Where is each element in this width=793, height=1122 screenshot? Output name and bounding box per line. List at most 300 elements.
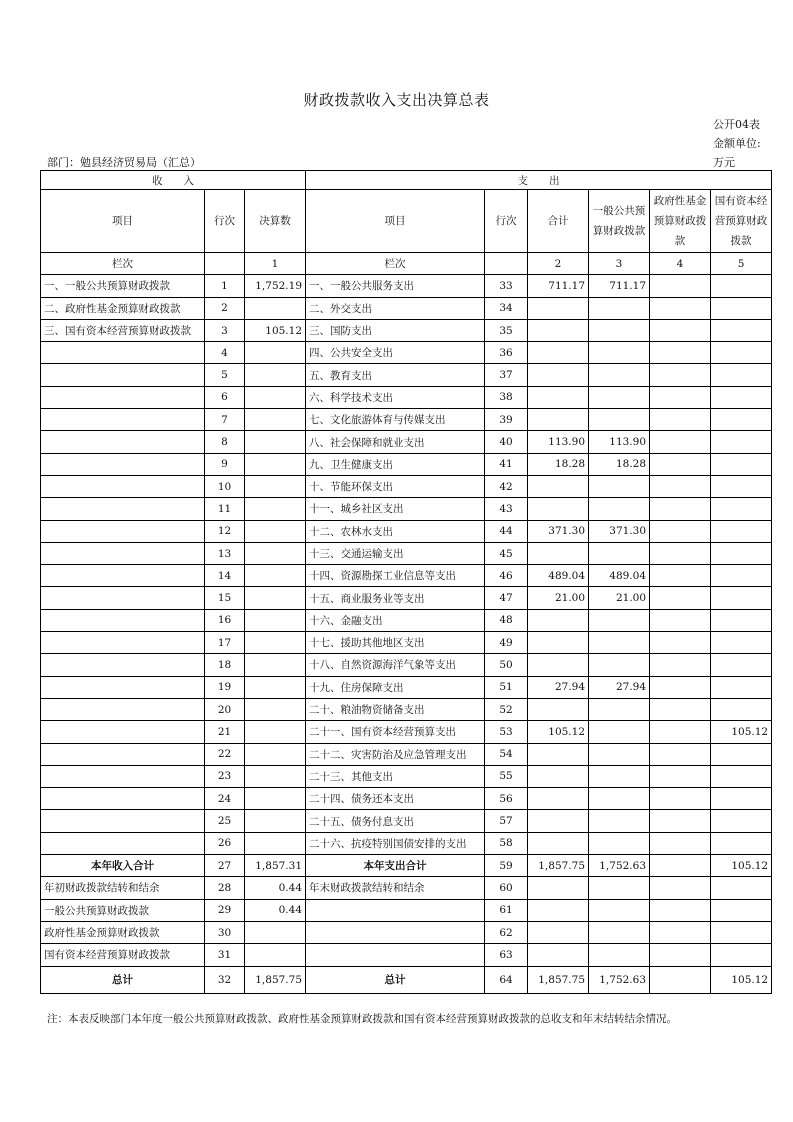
gov-fund-cell — [650, 453, 711, 475]
income-item-cell — [41, 409, 205, 431]
expense-total-cell: 105.12 — [528, 721, 589, 743]
expense-row-no-cell: 64 — [485, 966, 528, 993]
income-item-cell — [41, 431, 205, 453]
income-row-no-cell: 25 — [205, 810, 245, 832]
footnote: 注：本表反映部门本年度一般公共预算财政拨款、政府性基金预算财政拨款和国有资本经营预算财政拨款的总收支和年末结转结余情况。 — [47, 1013, 677, 1025]
state-capital-cell: 105.12 — [711, 721, 772, 743]
income-item-cell — [41, 364, 205, 386]
income-item-cell — [41, 721, 205, 743]
expense-item-cell: 十八、自然资源海洋气象等支出 — [306, 654, 485, 676]
state-capital-cell — [711, 788, 772, 810]
expense-item-cell: 十九、住房保障支出 — [306, 676, 485, 698]
general-budget-cell — [589, 698, 650, 720]
state-capital-cell — [711, 921, 772, 943]
income-item-cell: 总计 — [41, 966, 205, 993]
expense-total-cell: 27.94 — [528, 676, 589, 698]
general-budget-cell — [589, 342, 650, 364]
income-row-no-cell: 26 — [205, 832, 245, 854]
state-capital-cell — [711, 498, 772, 520]
expense-item-cell — [306, 899, 485, 921]
expense-total-cell — [528, 899, 589, 921]
income-row-no-cell: 19 — [205, 676, 245, 698]
expense-item-cell: 七、文化旅游体育与传媒支出 — [306, 409, 485, 431]
expense-total-cell: 113.90 — [528, 431, 589, 453]
table-row — [41, 342, 772, 364]
income-row-no-cell: 10 — [205, 475, 245, 497]
expense-total-cell — [528, 364, 589, 386]
table-row — [41, 877, 772, 899]
expense-row-no-cell: 34 — [485, 297, 528, 319]
table-row — [41, 632, 772, 654]
department-label: 部门：勉县经济贸易局（汇总） — [47, 156, 201, 169]
expense-total-cell — [528, 832, 589, 854]
expense-item-header: 项目 — [306, 190, 485, 253]
expense-item-cell: 一、一般公共服务支出 — [306, 275, 485, 297]
general-budget-cell — [589, 609, 650, 631]
gov-fund-cell — [650, 855, 711, 877]
table-row — [41, 587, 772, 609]
income-row-no-cell: 1 — [205, 275, 245, 297]
gov-fund-cell — [650, 788, 711, 810]
income-row-no-cell: 2 — [205, 297, 245, 319]
expense-total-cell: 489.04 — [528, 565, 589, 587]
expense-row-no-cell: 59 — [485, 855, 528, 877]
expense-row-no-cell: 57 — [485, 810, 528, 832]
state-capital-cell — [711, 899, 772, 921]
expense-item-cell — [306, 944, 485, 966]
expense-col-label: 栏次 — [306, 253, 485, 275]
page-title: 财政拨款收入支出决算总表 — [303, 91, 490, 109]
income-amount-cell — [245, 542, 306, 564]
table-row — [41, 832, 772, 854]
general-budget-cell — [589, 765, 650, 787]
expense-section-header: 支 出 — [306, 171, 772, 190]
expense-row-no-cell: 47 — [485, 587, 528, 609]
income-amount-cell: 1,752.19 — [245, 275, 306, 297]
gov-fund-cell — [650, 319, 711, 341]
income-amount-cell — [245, 409, 306, 431]
income-row-no-cell: 4 — [205, 342, 245, 364]
empty-cell — [485, 253, 528, 275]
table-row — [41, 364, 772, 386]
income-row-no-cell: 27 — [205, 855, 245, 877]
expense-total-cell — [528, 475, 589, 497]
income-row-no-cell: 8 — [205, 431, 245, 453]
income-col-label: 栏次 — [41, 253, 205, 275]
income-amount-cell — [245, 431, 306, 453]
income-amount-cell — [245, 721, 306, 743]
general-budget-cell: 489.04 — [589, 565, 650, 587]
expense-item-cell: 十七、援助其他地区支出 — [306, 632, 485, 654]
expense-item-cell: 十五、商业服务业等支出 — [306, 587, 485, 609]
expense-total-cell: 371.30 — [528, 520, 589, 542]
expense-item-cell: 总计 — [306, 966, 485, 993]
income-item-cell — [41, 698, 205, 720]
income-row-no-cell: 14 — [205, 565, 245, 587]
expense-item-cell: 年末财政拨款结转和结余 — [306, 877, 485, 899]
gov-fund-cell — [650, 475, 711, 497]
expense-item-cell: 六、科学技术支出 — [306, 386, 485, 408]
general-budget-cell: 18.28 — [589, 453, 650, 475]
state-capital-cell — [711, 520, 772, 542]
state-capital-cell — [711, 386, 772, 408]
table-row — [41, 319, 772, 341]
table-row — [41, 765, 772, 787]
income-row-no-cell: 17 — [205, 632, 245, 654]
gov-fund-cell — [650, 966, 711, 993]
gov-fund-cell — [650, 676, 711, 698]
table-row — [41, 475, 772, 497]
table-row — [41, 944, 772, 966]
expense-item-cell: 八、社会保障和就业支出 — [306, 431, 485, 453]
state-capital-cell — [711, 453, 772, 475]
state-capital-cell — [711, 409, 772, 431]
income-row-no-cell: 7 — [205, 409, 245, 431]
gov-fund-cell — [650, 297, 711, 319]
general-budget-cell: 27.94 — [589, 676, 650, 698]
expense-row-no-cell: 38 — [485, 386, 528, 408]
income-item-cell — [41, 520, 205, 542]
expense-total-cell — [528, 788, 589, 810]
income-amount-cell — [245, 297, 306, 319]
state-capital-cell — [711, 587, 772, 609]
income-row-no-cell: 32 — [205, 966, 245, 993]
income-row-no-cell: 28 — [205, 877, 245, 899]
general-budget-cell: 711.17 — [589, 275, 650, 297]
gov-fund-cell — [650, 275, 711, 297]
general-budget-cell — [589, 386, 650, 408]
table-row — [41, 788, 772, 810]
table-row — [41, 565, 772, 587]
expense-total-cell: 1,857.75 — [528, 855, 589, 877]
gov-fund-cell — [650, 877, 711, 899]
table-row — [41, 676, 772, 698]
gov-fund-cell — [650, 632, 711, 654]
income-section-header: 收 入 — [41, 171, 306, 190]
gov-fund-cell — [650, 654, 711, 676]
expense-row-no-cell: 50 — [485, 654, 528, 676]
expense-total-cell — [528, 498, 589, 520]
general-budget-cell — [589, 319, 650, 341]
income-row-no-cell: 29 — [205, 899, 245, 921]
income-amount-cell — [245, 520, 306, 542]
gov-fund-cell — [650, 542, 711, 564]
income-item-cell: 年初财政拨款结转和结余 — [41, 877, 205, 899]
state-capital-cell — [711, 609, 772, 631]
income-row-no-cell: 31 — [205, 944, 245, 966]
gov-fund-cell — [650, 698, 711, 720]
income-item-cell — [41, 810, 205, 832]
expense-total-cell: 1,857.75 — [528, 966, 589, 993]
income-row-no-cell: 22 — [205, 743, 245, 765]
income-item-cell — [41, 632, 205, 654]
table-row — [41, 409, 772, 431]
income-amount-cell — [245, 565, 306, 587]
state-capital-cell — [711, 565, 772, 587]
income-amount-cell — [245, 654, 306, 676]
income-row-no-cell: 16 — [205, 609, 245, 631]
expense-row-no-cell: 43 — [485, 498, 528, 520]
unit-label: 金额单位: — [713, 137, 761, 150]
state-capital-cell — [711, 319, 772, 341]
expense-total-cell — [528, 632, 589, 654]
expense-total-cell — [528, 765, 589, 787]
income-item-cell — [41, 453, 205, 475]
table-row — [41, 810, 772, 832]
expense-total-cell — [528, 810, 589, 832]
expense-total-cell — [528, 654, 589, 676]
col-number-5: 5 — [711, 253, 772, 275]
table-row — [41, 921, 772, 943]
col-number-2: 2 — [528, 253, 589, 275]
general-budget-cell — [589, 877, 650, 899]
income-amount-cell: 0.44 — [245, 877, 306, 899]
state-capital-cell — [711, 342, 772, 364]
income-amount-cell — [245, 587, 306, 609]
expense-row-no-cell: 44 — [485, 520, 528, 542]
gov-fund-header: 政府性基金预算财政拨款 — [650, 190, 711, 253]
expense-row-no-cell: 51 — [485, 676, 528, 698]
state-capital-header: 国有资本经营预算财政拨款 — [711, 190, 772, 253]
income-item-cell: 政府性基金预算财政拨款 — [41, 921, 205, 943]
state-capital-cell — [711, 297, 772, 319]
expense-row-no-cell: 45 — [485, 542, 528, 564]
income-amount-cell — [245, 743, 306, 765]
expense-total-cell — [528, 609, 589, 631]
gov-fund-cell — [650, 431, 711, 453]
expense-row-no-cell: 62 — [485, 921, 528, 943]
income-amount-cell — [245, 453, 306, 475]
gov-fund-cell — [650, 364, 711, 386]
expense-row-no-cell: 42 — [485, 475, 528, 497]
state-capital-cell — [711, 743, 772, 765]
expense-row-no-cell: 55 — [485, 765, 528, 787]
income-item-cell — [41, 654, 205, 676]
income-item-cell: 二、政府性基金预算财政拨款 — [41, 297, 205, 319]
income-item-cell — [41, 342, 205, 364]
gov-fund-cell — [650, 520, 711, 542]
general-budget-header: 一般公共预算财政拨款 — [589, 190, 650, 253]
income-item-cell — [41, 498, 205, 520]
table-row — [41, 520, 772, 542]
general-budget-cell — [589, 944, 650, 966]
state-capital-cell — [711, 832, 772, 854]
gov-fund-cell — [650, 810, 711, 832]
expense-row-no-cell: 40 — [485, 431, 528, 453]
expense-row-no-cell: 60 — [485, 877, 528, 899]
general-budget-cell: 21.00 — [589, 587, 650, 609]
expense-item-cell: 二十五、债务付息支出 — [306, 810, 485, 832]
income-amount-cell — [245, 765, 306, 787]
state-capital-cell — [711, 676, 772, 698]
expense-row-no-cell: 56 — [485, 788, 528, 810]
col-number-3: 3 — [589, 253, 650, 275]
expense-row-no-cell: 53 — [485, 721, 528, 743]
table-row — [41, 743, 772, 765]
gov-fund-cell — [650, 609, 711, 631]
general-budget-cell — [589, 788, 650, 810]
table-row — [41, 654, 772, 676]
general-budget-cell — [589, 498, 650, 520]
general-budget-cell — [589, 654, 650, 676]
expense-total-cell — [528, 743, 589, 765]
gov-fund-cell — [650, 743, 711, 765]
unit-value: 万元 — [713, 156, 735, 169]
expense-row-no-cell: 35 — [485, 319, 528, 341]
gov-fund-cell — [650, 832, 711, 854]
gov-fund-cell — [650, 498, 711, 520]
income-amount-cell — [245, 832, 306, 854]
state-capital-cell — [711, 810, 772, 832]
expense-item-cell: 五、教育支出 — [306, 364, 485, 386]
gov-fund-cell — [650, 565, 711, 587]
col-number-1: 1 — [245, 253, 306, 275]
income-row-no-cell: 6 — [205, 386, 245, 408]
state-capital-cell — [711, 475, 772, 497]
gov-fund-cell — [650, 721, 711, 743]
general-budget-cell — [589, 899, 650, 921]
income-item-header: 项目 — [41, 190, 205, 253]
general-budget-cell: 1,752.63 — [589, 966, 650, 993]
income-item-cell — [41, 676, 205, 698]
expense-item-cell: 十六、金融支出 — [306, 609, 485, 631]
gov-fund-cell — [650, 386, 711, 408]
expense-row-no-cell: 54 — [485, 743, 528, 765]
income-amount-cell — [245, 475, 306, 497]
general-budget-cell — [589, 721, 650, 743]
general-budget-cell — [589, 297, 650, 319]
col-number-4: 4 — [650, 253, 711, 275]
state-capital-cell — [711, 654, 772, 676]
table-row — [41, 453, 772, 475]
income-item-cell — [41, 475, 205, 497]
income-row-no-header: 行次 — [205, 190, 245, 253]
expense-total-cell — [528, 542, 589, 564]
income-amount-cell — [245, 921, 306, 943]
table-row — [41, 855, 772, 877]
expense-row-no-cell: 37 — [485, 364, 528, 386]
income-item-cell: 三、国有资本经营预算财政拨款 — [41, 319, 205, 341]
expense-total-cell — [528, 342, 589, 364]
income-amount-cell — [245, 810, 306, 832]
income-amount-cell — [245, 788, 306, 810]
table-row — [41, 297, 772, 319]
income-row-no-cell: 12 — [205, 520, 245, 542]
state-capital-cell: 105.12 — [711, 966, 772, 993]
state-capital-cell — [711, 944, 772, 966]
income-item-cell: 一般公共预算财政拨款 — [41, 899, 205, 921]
state-capital-cell — [711, 275, 772, 297]
income-row-no-cell: 15 — [205, 587, 245, 609]
gov-fund-cell — [650, 765, 711, 787]
expense-item-cell: 三、国防支出 — [306, 319, 485, 341]
income-item-cell — [41, 765, 205, 787]
general-budget-cell — [589, 475, 650, 497]
expense-total-cell: 18.28 — [528, 453, 589, 475]
income-row-no-cell: 20 — [205, 698, 245, 720]
income-item-cell — [41, 788, 205, 810]
income-row-no-cell: 3 — [205, 319, 245, 341]
state-capital-cell — [711, 765, 772, 787]
table-row — [41, 966, 772, 993]
expense-item-cell: 十二、农林水支出 — [306, 520, 485, 542]
expense-item-cell — [306, 921, 485, 943]
table-row — [41, 431, 772, 453]
expense-total-cell — [528, 386, 589, 408]
expense-item-cell: 十、节能环保支出 — [306, 475, 485, 497]
expense-item-cell: 十一、城乡社区支出 — [306, 498, 485, 520]
expense-item-cell: 二十一、国有资本经营预算支出 — [306, 721, 485, 743]
total-header: 合计 — [528, 190, 589, 253]
income-row-no-cell: 23 — [205, 765, 245, 787]
general-budget-cell — [589, 743, 650, 765]
gov-fund-cell — [650, 921, 711, 943]
expense-row-no-cell: 58 — [485, 832, 528, 854]
table-row — [41, 498, 772, 520]
table-row — [41, 275, 772, 297]
income-amount-cell: 1,857.31 — [245, 855, 306, 877]
table-row — [41, 721, 772, 743]
fiscal-summary-table — [40, 170, 772, 994]
income-amount-cell: 105.12 — [245, 319, 306, 341]
income-amount-cell — [245, 609, 306, 631]
general-budget-cell: 371.30 — [589, 520, 650, 542]
gov-fund-cell — [650, 944, 711, 966]
expense-total-cell — [528, 409, 589, 431]
expense-total-cell — [528, 319, 589, 341]
expense-row-no-cell: 46 — [485, 565, 528, 587]
expense-item-cell: 二、外交支出 — [306, 297, 485, 319]
general-budget-cell — [589, 364, 650, 386]
income-row-no-cell: 21 — [205, 721, 245, 743]
state-capital-cell: 105.12 — [711, 855, 772, 877]
expense-total-cell: 711.17 — [528, 275, 589, 297]
expense-total-cell — [528, 877, 589, 899]
table-row — [41, 386, 772, 408]
expense-item-cell: 十四、资源勘探工业信息等支出 — [306, 565, 485, 587]
gov-fund-cell — [650, 342, 711, 364]
general-budget-cell — [589, 810, 650, 832]
general-budget-cell: 1,752.63 — [589, 855, 650, 877]
income-item-cell — [41, 386, 205, 408]
income-amount-cell — [245, 698, 306, 720]
income-row-no-cell: 30 — [205, 921, 245, 943]
income-amount-cell: 1,857.75 — [245, 966, 306, 993]
expense-item-cell: 二十二、灾害防治及应急管理支出 — [306, 743, 485, 765]
income-row-no-cell: 18 — [205, 654, 245, 676]
state-capital-cell — [711, 431, 772, 453]
income-amount-cell — [245, 342, 306, 364]
income-amount-cell — [245, 386, 306, 408]
expense-row-no-cell: 61 — [485, 899, 528, 921]
general-budget-cell — [589, 409, 650, 431]
gov-fund-cell — [650, 409, 711, 431]
expense-row-no-cell: 41 — [485, 453, 528, 475]
income-row-no-cell: 13 — [205, 542, 245, 564]
expense-row-no-cell: 52 — [485, 698, 528, 720]
income-item-cell: 一、一般公共预算财政拨款 — [41, 275, 205, 297]
income-row-no-cell: 5 — [205, 364, 245, 386]
income-item-cell — [41, 587, 205, 609]
income-amount-cell — [245, 944, 306, 966]
expense-item-cell: 四、公共安全支出 — [306, 342, 485, 364]
expense-row-no-cell: 49 — [485, 632, 528, 654]
income-amount-cell — [245, 632, 306, 654]
expense-item-cell: 二十四、债务还本支出 — [306, 788, 485, 810]
expense-row-no-cell: 48 — [485, 609, 528, 631]
gov-fund-cell — [650, 587, 711, 609]
table-row — [41, 542, 772, 564]
